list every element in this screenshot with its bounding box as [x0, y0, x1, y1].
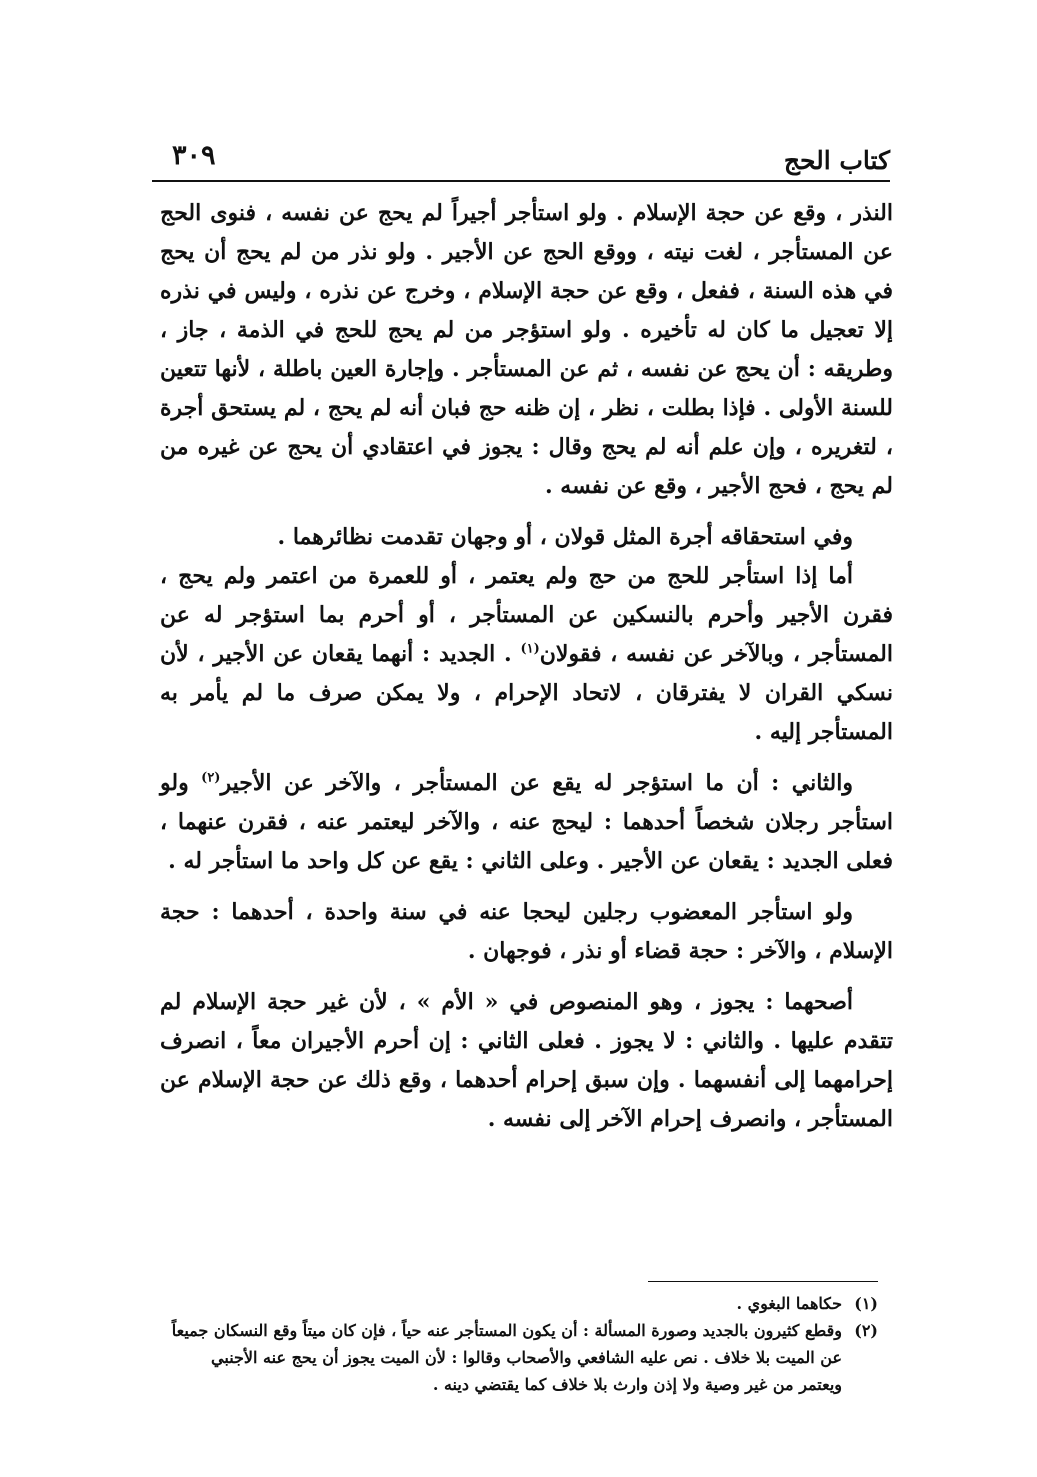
chapter-title: كتاب الحج — [783, 146, 890, 175]
paragraph-4 — [160, 764, 893, 881]
page-header — [150, 140, 890, 182]
footnote-1 — [160, 1290, 878, 1317]
footnote-1-number: (١) — [854, 1294, 878, 1313]
header-divider — [152, 180, 890, 182]
footnote-divider — [648, 1281, 878, 1282]
paragraph-3 — [160, 557, 893, 752]
footnote-2-line-2: عن الميت بلا خلاف . نص عليه الشافعي والأصحاب وقالوا : لأن الميت يجوز أن يحج عنه الأجنبي — [211, 1348, 842, 1367]
paragraph-4-part-b: ولو استأجر رجلان شخصاً أحدهما : ليحج عنه ، والآخر ليعتمر عنه ، فقرن عنهما ، فعلى الجديد : يقعان عن الأجير . وعلى الثاني : يقع عن كل واحد ما استأجر له . — [160, 770, 893, 874]
paragraph-3-part-b: . الجديد : أنهما يقعان عن الأجير ، لأن نسكي القران لا يفترقان ، لاتحاد الإحرام ، ولا يمكن صرف ما لم يأمر به المستأجر إليه . — [160, 641, 893, 745]
paragraph-2: وفي استحقاقه أجرة المثل قولان ، أو وجهان تقدمت نظائرهما . — [277, 524, 853, 550]
footnote-ref-2: (٢) — [201, 770, 221, 786]
footnotes — [160, 1290, 878, 1398]
paragraph-4-part-a: والثاني : أن ما استؤجر له يقع عن المستأجر ، والآخر عن الأجير — [220, 770, 853, 796]
paragraph-1: النذر ، وقع عن حجة الإسلام . ولو استأجر أجيراً لم يحج عن نفسه ، فنوى الحج عن المستأجر ، لغت نيته ، ووقع الحج عن الأجير . ولو نذر من لم يحج أن يحج في هذه السنة ، ففعل ، وقع عن حجة الإسلام ، وخرج عن نذره ، وليس في نذره إلا تعجيل ما كان له تأخيره . ولو استؤجر من لم يحج للحج في الذمة ، جاز ، وطريقه : أن يحج عن نفسه ، ثم عن المستأجر . وإجارة العين باطلة ، لأنها تتعين للسنة الأولى . فإذا بطلت ، نظر ، إن ظنه حج فبان أنه لم يحج ، لم يستحق أجرة ، لتغريره ، وإن علم أنه لم يحج وقال : يجوز في اعتقادي أن يحج عن غيره من لم يحج ، فحج الأجير ، وقع عن نفسه . — [160, 200, 893, 499]
footnote-ref-1: (١) — [520, 641, 540, 657]
paragraph-6: أصحهما : يجوز ، وهو المنصوص في « الأم » ، لأن غير حجة الإسلام لم تتقدم عليها . والثاني : لا يجوز . فعلى الثاني : إن أحرم الأجيران معاً ، انصرف إحرامهما إلى أنفسهما . وإن سبق إحرام أحدهما ، وقع ذلك عن حجة الإسلام عن المستأجر ، وانصرف إحرام الآخر إلى نفسه . — [160, 989, 893, 1132]
main-text — [160, 194, 893, 1139]
paragraph-3-part-a: أما إذا استأجر للحج من حج ولم يعتمر ، أو للعمرة من اعتمر ولم يحج ، فقرن الأجير وأحرم بالنسكين عن المستأجر ، أو أحرم بما استؤجر له عن المستأجر ، وبالآخر عن نفسه ، فقولان — [160, 563, 893, 667]
footnote-2-number: (٢) — [854, 1321, 878, 1340]
footnote-2 — [160, 1317, 878, 1344]
footnote-2-line-3: ويعتمر من غير وصية ولا إذن وارث بلا خلاف كما يقتضي دينه . — [432, 1375, 842, 1394]
footnote-1-text: حكاهما البغوي . — [736, 1294, 842, 1313]
page-number: ٣٠٩ — [172, 140, 216, 171]
footnote-2-line-1: وقطع كثيرون بالجديد وصورة المسألة : أن يكون المستأجر عنه حياً ، فإن كان ميتاً وقع النسكان جميعاً — [171, 1321, 842, 1340]
paragraph-5: ولو استأجر المعضوب رجلين ليحجا عنه في سنة واحدة ، أحدهما : حجة الإسلام ، والآخر : حجة قضاء أو نذر ، فوجهان . — [160, 899, 893, 964]
